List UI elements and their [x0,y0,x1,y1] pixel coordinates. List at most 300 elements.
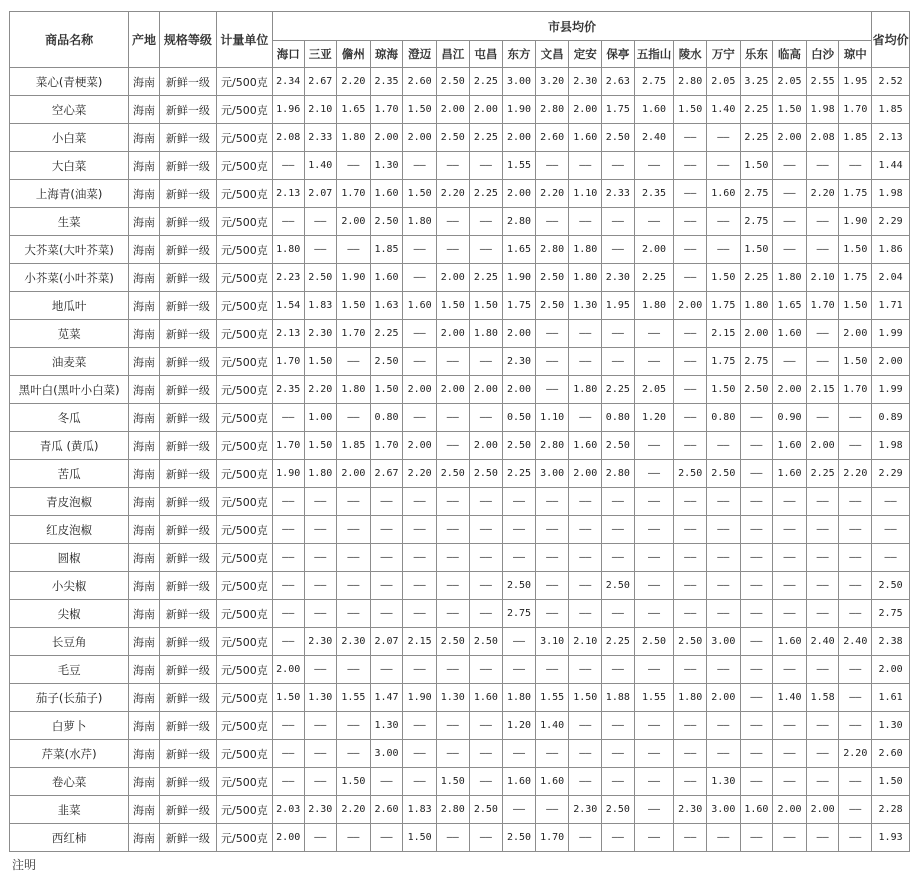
price-cell: —— [740,432,773,460]
table-row [10,516,910,544]
unit-cell: 元/500克 [216,96,272,124]
province-avg-cell: 2.52 [872,68,910,96]
grade-cell: 新鲜一级 [159,544,216,572]
price-cell: —— [602,152,635,180]
price-cell: 2.00 [773,124,807,152]
unit-cell: 元/500克 [216,460,272,488]
price-cell: —— [740,516,773,544]
price-cell: —— [674,124,707,152]
price-cell: 2.50 [740,376,773,404]
price-cell: —— [272,740,304,768]
price-cell: 2.20 [839,740,872,768]
price-cell: 1.50 [839,348,872,376]
origin-cell: 海南 [129,824,160,852]
price-cell: —— [740,712,773,740]
price-cell: —— [370,824,403,852]
price-cell: —— [674,236,707,264]
price-cell: —— [773,600,807,628]
price-cell: —— [436,824,469,852]
price-cell: —— [337,236,371,264]
price-cell: —— [535,152,569,180]
price-cell: —— [674,600,707,628]
product-name-cell: 小芥菜(小叶芥菜) [10,264,129,292]
unit-cell: 元/500克 [216,684,272,712]
price-cell: 2.00 [674,292,707,320]
product-name-cell: 黑叶白(黑叶小白菜) [10,376,129,404]
price-cell: 1.30 [436,684,469,712]
price-cell: —— [469,712,503,740]
price-cell: 3.00 [503,68,536,96]
price-cell: —— [707,124,741,152]
province-avg-cell: 1.30 [872,712,910,740]
price-cell: —— [674,376,707,404]
price-cell: —— [535,376,569,404]
price-cell: —— [469,656,503,684]
product-name-cell: 空心菜 [10,96,129,124]
price-cell: —— [839,572,872,600]
origin-cell: 海南 [129,124,160,152]
price-cell: —— [403,656,437,684]
origin-cell: 海南 [129,656,160,684]
vegetable-price-table [9,11,910,852]
price-cell: 2.20 [337,68,371,96]
province-avg-cell: 2.04 [872,264,910,292]
price-cell: 1.83 [304,292,337,320]
price-cell: —— [469,236,503,264]
origin-cell: 海南 [129,516,160,544]
price-cell: —— [370,572,403,600]
price-cell: —— [337,824,371,852]
price-cell: —— [272,516,304,544]
price-cell: —— [272,600,304,628]
price-cell: —— [634,488,674,516]
grade-cell: 新鲜一级 [159,656,216,684]
price-cell: 1.55 [503,152,536,180]
price-cell: 2.00 [436,264,469,292]
unit-cell: 元/500克 [216,656,272,684]
table-row [10,768,910,796]
price-cell: 1.60 [634,96,674,124]
price-cell: —— [337,488,371,516]
price-cell: —— [569,404,602,432]
price-cell: —— [304,824,337,852]
price-cell: 1.60 [773,628,807,656]
price-cell: 1.80 [634,292,674,320]
price-cell: 1.96 [272,96,304,124]
origin-cell: 海南 [129,348,160,376]
price-cell: 2.00 [436,96,469,124]
price-cell: —— [839,516,872,544]
price-cell: 1.20 [634,404,674,432]
price-cell: —— [674,180,707,208]
price-cell: —— [304,600,337,628]
product-name-cell: 油麦菜 [10,348,129,376]
price-cell: 2.00 [740,320,773,348]
price-cell: —— [674,208,707,236]
price-cell: 2.50 [469,460,503,488]
table-row [10,740,910,768]
price-cell: —— [707,544,741,572]
product-name-cell: 西红柿 [10,824,129,852]
province-avg-cell: 1.71 [872,292,910,320]
price-cell: 2.30 [304,320,337,348]
price-cell: —— [569,488,602,516]
price-cell: 2.10 [569,628,602,656]
price-cell: —— [634,656,674,684]
price-cell: 1.50 [469,292,503,320]
price-cell: —— [535,348,569,376]
price-cell: 2.33 [304,124,337,152]
header-city: 东方 [503,41,536,68]
price-cell: 2.25 [740,124,773,152]
price-cell: 2.10 [304,96,337,124]
price-cell: 0.80 [370,404,403,432]
price-cell: —— [304,740,337,768]
product-name-cell: 红皮泡椒 [10,516,129,544]
price-cell: 2.50 [469,796,503,824]
price-cell: —— [469,740,503,768]
price-cell: —— [806,516,839,544]
price-cell: —— [436,656,469,684]
price-cell: —— [370,488,403,516]
header-city: 海口 [272,41,304,68]
table-row [10,432,910,460]
price-cell: —— [839,600,872,628]
header-row-top [10,12,910,41]
price-cell: —— [569,544,602,572]
price-cell: 3.20 [535,68,569,96]
price-cell: —— [602,824,635,852]
province-avg-cell: 1.93 [872,824,910,852]
header-city: 五指山 [634,41,674,68]
price-cell: 2.00 [469,432,503,460]
price-cell: —— [403,264,437,292]
table-body [10,68,910,852]
price-cell: 2.50 [370,348,403,376]
price-cell: —— [272,404,304,432]
price-cell: —— [773,712,807,740]
price-cell: —— [839,152,872,180]
table-row [10,376,910,404]
unit-cell: 元/500克 [216,208,272,236]
price-cell: 2.75 [740,348,773,376]
table-row [10,236,910,264]
price-cell: —— [304,236,337,264]
price-cell: —— [469,488,503,516]
price-cell: 1.60 [773,320,807,348]
origin-cell: 海南 [129,208,160,236]
price-cell: 2.80 [503,208,536,236]
unit-cell: 元/500克 [216,180,272,208]
price-cell: 2.25 [469,264,503,292]
header-name: 商品名称 [10,12,129,68]
price-cell: 2.80 [535,96,569,124]
price-cell: —— [436,236,469,264]
price-cell: —— [503,488,536,516]
price-cell: 2.05 [634,376,674,404]
province-avg-cell: 2.38 [872,628,910,656]
price-cell: 3.00 [707,796,741,824]
price-cell: —— [707,208,741,236]
price-cell: 1.50 [304,348,337,376]
header-city: 万宁 [707,41,741,68]
price-cell: —— [304,516,337,544]
price-cell: —— [839,768,872,796]
product-name-cell: 苦瓜 [10,460,129,488]
price-cell: —— [272,208,304,236]
price-cell: —— [403,348,437,376]
table-row [10,152,910,180]
unit-cell: 元/500克 [216,712,272,740]
price-cell: —— [634,572,674,600]
unit-cell: 元/500克 [216,152,272,180]
price-cell: 1.50 [740,152,773,180]
product-name-cell: 青皮泡椒 [10,488,129,516]
price-cell: 2.50 [602,572,635,600]
price-cell: 2.67 [304,68,337,96]
price-cell: 1.75 [839,264,872,292]
origin-cell: 海南 [129,236,160,264]
price-cell: 2.50 [602,796,635,824]
price-cell: 0.50 [503,404,536,432]
price-cell: —— [773,572,807,600]
price-cell: 1.60 [569,432,602,460]
price-cell: —— [806,572,839,600]
origin-cell: 海南 [129,152,160,180]
price-cell: 2.00 [707,684,741,712]
province-avg-cell: 2.28 [872,796,910,824]
price-cell: 2.50 [436,124,469,152]
price-cell: 2.10 [806,264,839,292]
price-cell: 2.30 [602,264,635,292]
unit-cell: 元/500克 [216,572,272,600]
price-cell: —— [337,404,371,432]
grade-cell: 新鲜一级 [159,292,216,320]
price-cell: —— [602,208,635,236]
unit-cell: 元/500克 [216,124,272,152]
price-cell: —— [569,320,602,348]
price-cell: —— [773,236,807,264]
table-row [10,796,910,824]
price-cell: 2.50 [436,628,469,656]
price-cell: 1.75 [602,96,635,124]
grade-cell: 新鲜一级 [159,236,216,264]
price-cell: —— [337,712,371,740]
price-cell: —— [634,740,674,768]
price-cell: 1.75 [839,180,872,208]
grade-cell: 新鲜一级 [159,796,216,824]
price-cell: —— [839,684,872,712]
price-cell: —— [535,572,569,600]
price-cell: —— [503,628,536,656]
price-cell: —— [773,516,807,544]
header-city: 昌江 [436,41,469,68]
price-cell: —— [469,824,503,852]
price-cell: 1.83 [403,796,437,824]
price-cell: —— [740,768,773,796]
grade-cell: 新鲜一级 [159,824,216,852]
header-city-group: 市县均价 [272,12,871,41]
price-cell: —— [773,824,807,852]
unit-cell: 元/500克 [216,292,272,320]
price-cell: 2.25 [469,124,503,152]
province-avg-cell: 1.86 [872,236,910,264]
price-cell: 2.75 [503,600,536,628]
price-cell: 2.00 [503,376,536,404]
price-cell: —— [403,488,437,516]
price-cell: 1.50 [403,96,437,124]
price-cell: —— [773,740,807,768]
header-city: 乐东 [740,41,773,68]
footnote: 注明 [12,858,37,872]
price-cell: —— [806,208,839,236]
price-cell: 2.35 [272,376,304,404]
province-avg-cell: 0.89 [872,404,910,432]
price-cell: 2.25 [740,96,773,124]
price-cell: —— [535,656,569,684]
product-name-cell: 菜心(青梗菜) [10,68,129,96]
price-cell: —— [436,740,469,768]
price-cell: —— [674,516,707,544]
price-cell: —— [272,768,304,796]
price-cell: 2.80 [535,236,569,264]
price-cell: 1.90 [272,460,304,488]
price-cell: —— [403,320,437,348]
price-cell: —— [602,712,635,740]
price-cell: —— [370,516,403,544]
price-cell: —— [403,236,437,264]
price-cell: 1.80 [304,460,337,488]
price-cell: —— [674,320,707,348]
origin-cell: 海南 [129,96,160,124]
price-cell: 1.55 [337,684,371,712]
province-avg-cell: —— [872,516,910,544]
price-cell: 1.60 [370,180,403,208]
price-cell: 2.67 [370,460,403,488]
price-cell: —— [707,656,741,684]
price-cell: 1.80 [674,684,707,712]
price-cell: 1.58 [806,684,839,712]
price-cell: —— [535,516,569,544]
unit-cell: 元/500克 [216,768,272,796]
price-cell: 2.13 [272,180,304,208]
price-cell: 2.07 [304,180,337,208]
table-row [10,208,910,236]
price-cell: 3.00 [707,628,741,656]
price-cell: —— [569,656,602,684]
price-cell: —— [839,656,872,684]
price-cell: —— [806,348,839,376]
price-cell: —— [569,740,602,768]
grade-cell: 新鲜一级 [159,404,216,432]
price-cell: 3.10 [535,628,569,656]
product-name-cell: 上海青(油菜) [10,180,129,208]
price-cell: —— [806,600,839,628]
header-city: 文昌 [535,41,569,68]
price-cell: —— [337,516,371,544]
price-cell: —— [569,600,602,628]
unit-cell: 元/500克 [216,264,272,292]
price-cell: 1.50 [272,684,304,712]
price-cell: 2.00 [569,460,602,488]
price-cell: 1.70 [839,376,872,404]
unit-cell: 元/500克 [216,824,272,852]
price-cell: —— [337,348,371,376]
grade-cell: 新鲜一级 [159,712,216,740]
price-cell: 1.50 [304,432,337,460]
price-cell: 2.50 [674,460,707,488]
price-cell: 2.00 [503,320,536,348]
price-cell: 3.00 [535,460,569,488]
table-row [10,292,910,320]
price-cell: 2.30 [569,796,602,824]
price-cell: 1.20 [503,712,536,740]
unit-cell: 元/500克 [216,796,272,824]
price-cell: 1.70 [337,180,371,208]
price-cell: 1.75 [707,348,741,376]
price-cell: —— [740,404,773,432]
price-cell: —— [503,656,536,684]
price-cell: 2.00 [436,376,469,404]
price-cell: —— [370,544,403,572]
price-cell: —— [535,208,569,236]
price-cell: —— [535,740,569,768]
origin-cell: 海南 [129,712,160,740]
price-cell: —— [740,572,773,600]
price-cell: 1.65 [337,96,371,124]
price-cell: —— [773,768,807,796]
price-cell: 2.50 [436,460,469,488]
price-cell: 1.60 [773,460,807,488]
origin-cell: 海南 [129,404,160,432]
origin-cell: 海南 [129,740,160,768]
price-cell: —— [272,712,304,740]
price-cell: —— [806,152,839,180]
price-cell: 2.75 [740,180,773,208]
province-avg-cell: 1.98 [872,180,910,208]
price-cell: 1.60 [535,768,569,796]
origin-cell: 海南 [129,68,160,96]
price-cell: —— [839,488,872,516]
price-cell: 1.63 [370,292,403,320]
unit-cell: 元/500克 [216,348,272,376]
price-cell: —— [740,684,773,712]
province-avg-cell: 1.61 [872,684,910,712]
price-cell: 1.00 [304,404,337,432]
price-cell: —— [674,768,707,796]
price-cell: —— [403,516,437,544]
header-unit: 计量单位 [216,12,272,68]
price-cell: —— [569,768,602,796]
price-cell: —— [674,824,707,852]
origin-cell: 海南 [129,432,160,460]
price-cell: 2.00 [806,796,839,824]
origin-cell: 海南 [129,768,160,796]
price-cell: 1.60 [569,124,602,152]
price-cell: —— [806,824,839,852]
price-cell: —— [602,544,635,572]
price-cell: —— [740,628,773,656]
price-cell: —— [272,572,304,600]
price-cell: —— [740,460,773,488]
price-cell: 1.80 [569,264,602,292]
price-cell: —— [707,516,741,544]
price-cell: 3.25 [740,68,773,96]
table-row [10,572,910,600]
price-cell: —— [634,824,674,852]
product-name-cell: 苋菜 [10,320,129,348]
price-cell: —— [304,656,337,684]
